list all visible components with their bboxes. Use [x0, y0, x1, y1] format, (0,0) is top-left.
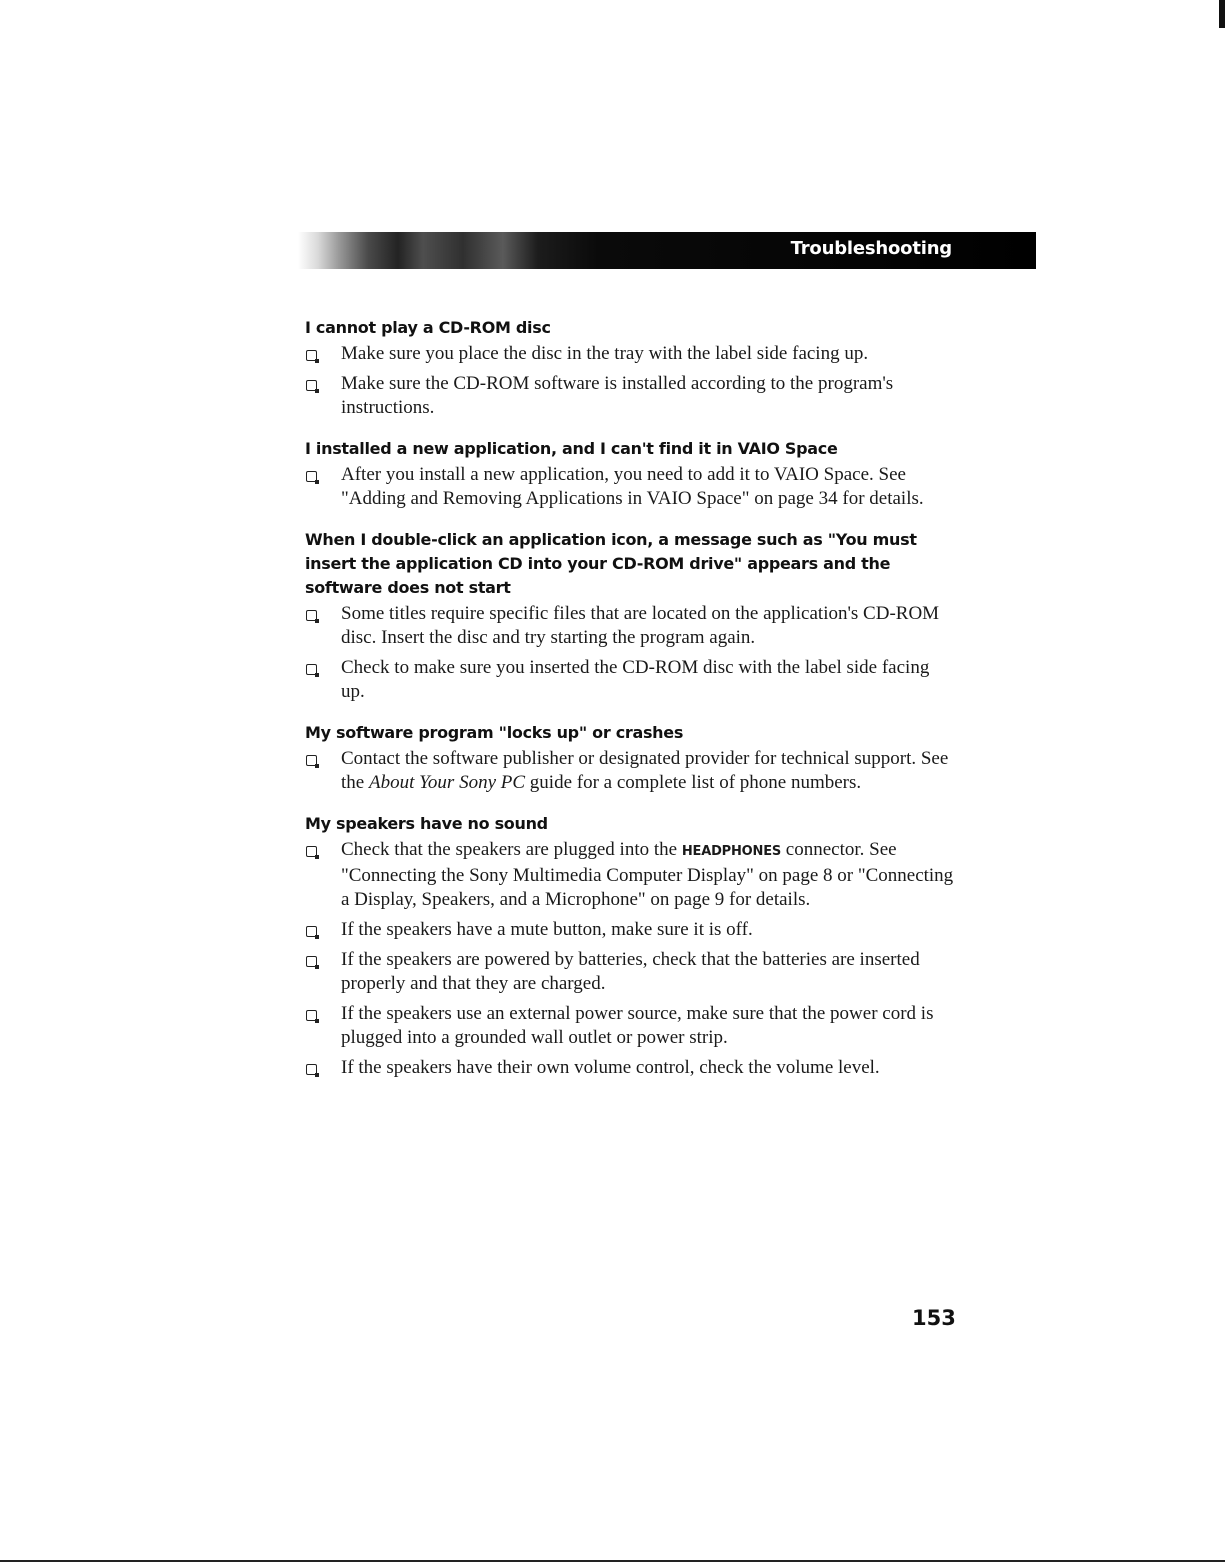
connector-label: HEADPHONES: [681, 844, 782, 859]
list-item-text: Make sure the CD-ROM software is installed according to the program's instructions.: [341, 373, 894, 418]
list-item: [305, 1002, 955, 1050]
text-segment: connector. See "Connecting the Sony Multimedia Computer Display" on page 8 or "Connecting a Display, Speakers, and a Microphone" on page 9 for details.: [341, 839, 954, 910]
bottom-rule: [0, 1560, 1225, 1562]
chapter-title: Troubleshooting: [790, 238, 952, 259]
text-segment: Check that the speakers are plugged into the: [341, 839, 682, 860]
chapter-header-bar: [298, 232, 1036, 269]
guide-title: About Your Sony PC: [368, 772, 526, 793]
checkbox-bullet-icon: [306, 380, 317, 391]
list-item: [305, 1056, 955, 1080]
section-cdrom-play: [305, 316, 955, 420]
checkbox-bullet-icon: [306, 664, 317, 675]
text-segment: Contact the software publisher or designated provider for technical support. See the: [341, 748, 949, 793]
list-item: [305, 463, 955, 511]
checkbox-bullet-icon: [306, 755, 317, 766]
list-item-text: Some titles require specific files that are located on the application's CD-ROM disc. Insert the disc and try starting the program again.: [341, 603, 940, 648]
section-heading: My software program "locks up" or crashes: [305, 723, 684, 742]
list-item-text: Make sure you place the disc in the tray with the label side facing up.: [341, 343, 869, 364]
checkbox-bullet-icon: [306, 1010, 317, 1021]
list-item: [305, 747, 955, 795]
list-item: [305, 918, 955, 942]
list-item: [305, 656, 955, 704]
checkbox-bullet-icon: [306, 1064, 317, 1075]
section-heading: When I double-click an application icon, a message such as "You must insert the application CD into your CD-ROM drive" appears and the software does not start: [305, 530, 917, 597]
page-number: 153: [912, 1306, 956, 1330]
list-item-text: [341, 838, 955, 912]
text-segment: guide for a complete list of phone numbers.: [525, 772, 862, 793]
list-item-text: After you install a new application, you need to add it to VAIO Space. See "Adding and Removing Applications in VAIO Space" on page 34 for details.: [341, 464, 924, 509]
list-item: [305, 602, 955, 650]
list-item: [305, 372, 955, 420]
section-heading: I installed a new application, and I can't find it in VAIO Space: [305, 439, 838, 458]
checkbox-bullet-icon: [306, 926, 317, 937]
section-heading: I cannot play a CD-ROM disc: [305, 318, 551, 337]
checkbox-bullet-icon: [306, 846, 317, 857]
list-item-text: Check to make sure you inserted the CD-ROM disc with the label side facing up.: [341, 657, 930, 702]
page-content: [305, 316, 955, 1097]
list-item-text: If the speakers use an external power source, make sure that the power cord is plugged into a grounded wall outlet or power strip.: [341, 1003, 934, 1048]
checkbox-bullet-icon: [306, 471, 317, 482]
list-item: [305, 838, 955, 912]
section-vaio-space: [305, 437, 955, 511]
checkbox-bullet-icon: [306, 956, 317, 967]
section-software-locks-up: [305, 721, 955, 795]
section-insert-cd-message: [305, 528, 955, 704]
section-heading: My speakers have no sound: [305, 814, 548, 833]
list-item-text: [341, 747, 955, 795]
list-item-text: If the speakers have a mute button, make sure it is off.: [341, 919, 753, 940]
checkbox-bullet-icon: [306, 350, 317, 361]
checkbox-bullet-icon: [306, 610, 317, 621]
list-item: [305, 948, 955, 996]
list-item-text: If the speakers are powered by batteries, check that the batteries are inserted properly and that they are charged.: [341, 949, 920, 994]
list-item-text: If the speakers have their own volume control, check the volume level.: [341, 1057, 880, 1078]
page-edge-mark: [1219, 0, 1225, 28]
list-item: [305, 342, 955, 366]
section-speakers-no-sound: [305, 812, 955, 1080]
